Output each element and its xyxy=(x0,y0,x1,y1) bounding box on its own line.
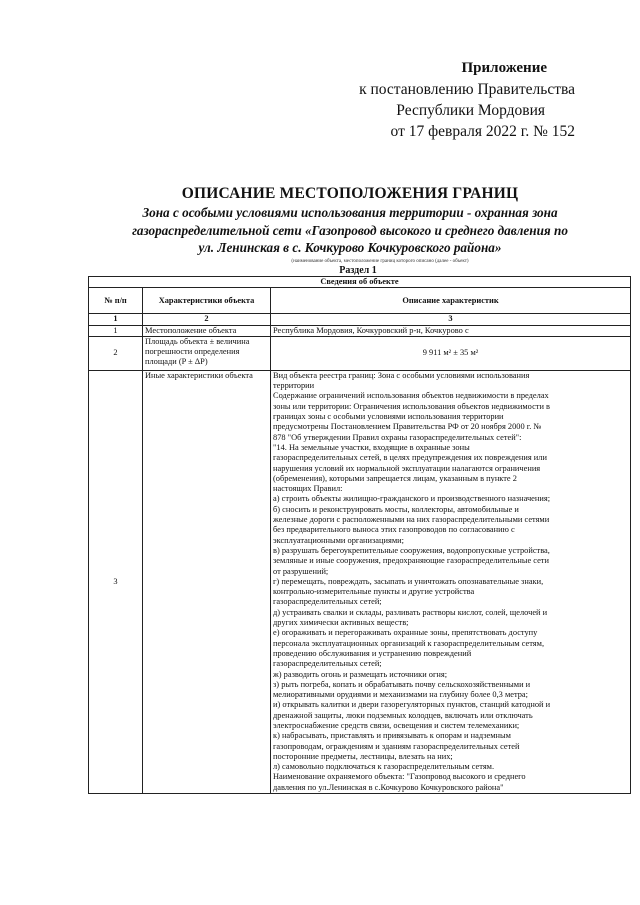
description-line: границах зоны с особыми условиями использования территории xyxy=(273,412,504,422)
description-line: без предварительного выноса этих газопроводов по согласованию с xyxy=(273,525,515,535)
description-line: настоящих Правил: xyxy=(273,484,343,494)
appendix-line-2: Республики Мордовия xyxy=(396,102,545,119)
document-title-block xyxy=(95,184,605,265)
column-header-row xyxy=(89,288,631,314)
description-line: контрольно-измерительные пункты и другие устройства xyxy=(273,587,475,597)
description-line: давления по ул.Ленинская в с.Кочкурово Кочкуровского района" xyxy=(273,782,504,792)
column-header-characteristic: Характеристики объекта xyxy=(143,288,271,314)
description-line: газораспределительных сетей; xyxy=(273,597,382,607)
description-line: мелиоративными орудиями и механизмами на глубину более 0,3 метра; xyxy=(273,690,528,700)
description-line: и) открывать калитки и двери газорегуляторных пунктов, станций катодной и xyxy=(273,700,551,710)
description-line: а) строить объекты жилищно-гражданского и производственного назначения; xyxy=(273,494,551,504)
row-number: 1 xyxy=(89,325,143,336)
object-info-table xyxy=(88,276,631,794)
column-index-1: 1 xyxy=(89,314,143,325)
document-subtitle-line-1: Зона с особыми условиями использования территории - охранная зона xyxy=(142,205,558,220)
column-index-2: 2 xyxy=(143,314,271,325)
description-line: л) самовольно подключаться к газораспределительным сетям. xyxy=(273,762,495,772)
description-line: "14. На земельные участки, входящие в охранные зоны xyxy=(273,442,470,452)
description-line: газораспределительных сетей, в целях предупреждения их повреждения или xyxy=(273,453,547,463)
description-line: ж) разводить огонь и размещать источники огня; xyxy=(273,669,448,679)
appendix-title: Приложение xyxy=(461,60,547,76)
description-line: нарушения условий их нормальной эксплуатации налагаются ограничения xyxy=(273,463,541,473)
row-number: 3 xyxy=(89,370,143,793)
description-line: других химически активных веществ; xyxy=(273,618,409,628)
table-row xyxy=(89,325,631,336)
row-number: 2 xyxy=(89,336,143,370)
characteristic-line: площади (P ± ΔP) xyxy=(145,357,208,367)
characteristic-line: Площадь объекта ± величина xyxy=(145,336,250,346)
row-description: Республика Мордовия, Кочкуровский р-н, Кочкурово с xyxy=(271,325,631,336)
row-characteristic: Местоположение объекта xyxy=(143,325,271,336)
description-line: Вид объекта реестра границ: Зона с особыми условиями использования xyxy=(273,370,530,380)
description-line: б) сносить и реконструировать мосты, коллекторы, автомобильные и xyxy=(273,504,519,514)
description-line: газопроводам, ограждениям и зданиям газораспределительных сетей xyxy=(273,741,520,751)
description-line: территории xyxy=(273,381,315,391)
section-label: Раздел 1 xyxy=(339,265,377,276)
description-line: персонала эксплуатационных организаций к газораспределительным сетям, xyxy=(273,638,545,648)
description-line: зоны или территории: Ограничения использования объектов недвижимости в xyxy=(273,401,550,411)
column-index-row xyxy=(89,314,631,325)
description-line: проведению обслуживания и устранению повреждений xyxy=(273,648,472,658)
description-line: г) перемещать, повреждать, засыпать и уничтожать опознавательные знаки, xyxy=(273,576,544,586)
row-description xyxy=(271,370,631,793)
characteristic-line: погрешности определения xyxy=(145,347,240,357)
description-line: з) рыть погреба, копать и обрабатывать почву сельскохозяйственными и xyxy=(273,679,531,689)
description-line: железные дороги с расположенными на них газораспределительными сетями xyxy=(273,515,550,525)
description-line: Наименование охраняемого объекта: "Газопровод высокого и среднего xyxy=(273,772,526,782)
row-characteristic: Иные характеристики объекта xyxy=(143,370,271,793)
description-line: дренажной защиты, люки подземных колодцев, включать или отключать xyxy=(273,710,533,720)
row-characteristic xyxy=(143,336,271,370)
section-header-row xyxy=(89,277,631,288)
description-line: в) разрушать берегоукрепительные сооружения, водопропускные устройства, xyxy=(273,545,550,555)
document-caption: (наименование объекта, местоположение границ которого описано (далее - объект) xyxy=(291,258,469,264)
row-description: 9 911 м² ± 35 м² xyxy=(271,336,631,370)
table-row xyxy=(89,336,631,370)
description-line: к) набрасывать, приставлять и привязывать к опорам и надземным xyxy=(273,731,511,741)
table-row xyxy=(89,370,631,793)
column-header-description: Описание характеристик xyxy=(271,288,631,314)
appendix-line-3: от 17 февраля 2022 г. № 152 xyxy=(390,123,575,140)
column-index-3: 3 xyxy=(271,314,631,325)
description-line: эксплуатационными организациями; xyxy=(273,535,404,545)
appendix-line-1: к постановлению Правительства xyxy=(359,81,575,98)
description-line: газораспределительных сетей; xyxy=(273,659,382,669)
description-line: 878 "Об утверждении Правил охраны газораспределительных сетей": xyxy=(273,432,522,442)
description-line: е) огораживать и перегораживать охранные зоны, препятствовать доступу xyxy=(273,628,538,638)
description-line: земляные и иные сооружения, предохраняющие газораспределительные сети xyxy=(273,556,549,566)
section-header: Сведения об объекте xyxy=(89,277,631,288)
appendix-block xyxy=(335,58,575,142)
description-line: Содержание ограничений использования объектов недвижимости в пределах xyxy=(273,391,549,401)
document-subtitle-line-2: газораспределительной сети «Газопровод высокого и среднего давления по xyxy=(132,222,568,238)
column-header-number: № п/п xyxy=(89,288,143,314)
description-line: д) устраивать свалки и склады, разливать растворы кислот, солей, щелочей и xyxy=(273,607,548,617)
description-line: посторонние предметы, лестницы, влезать на них; xyxy=(273,751,453,761)
description-line: электроснабжение средств связи, освещения и систем телемеханики; xyxy=(273,720,520,730)
description-line: (обременения), которыми запрещается лицам, указанным в пункте 2 xyxy=(273,473,517,483)
document-title: ОПИСАНИЕ МЕСТОПОЛОЖЕНИЯ ГРАНИЦ xyxy=(181,185,519,202)
description-line: предусмотрены Постановлением Правительства РФ от 20 ноября 2000 г. № xyxy=(273,422,542,432)
description-line: от разрушений; xyxy=(273,566,329,576)
document-subtitle-line-3: ул. Ленинская в с. Кочкурово Кочкуровского района» xyxy=(198,240,502,255)
